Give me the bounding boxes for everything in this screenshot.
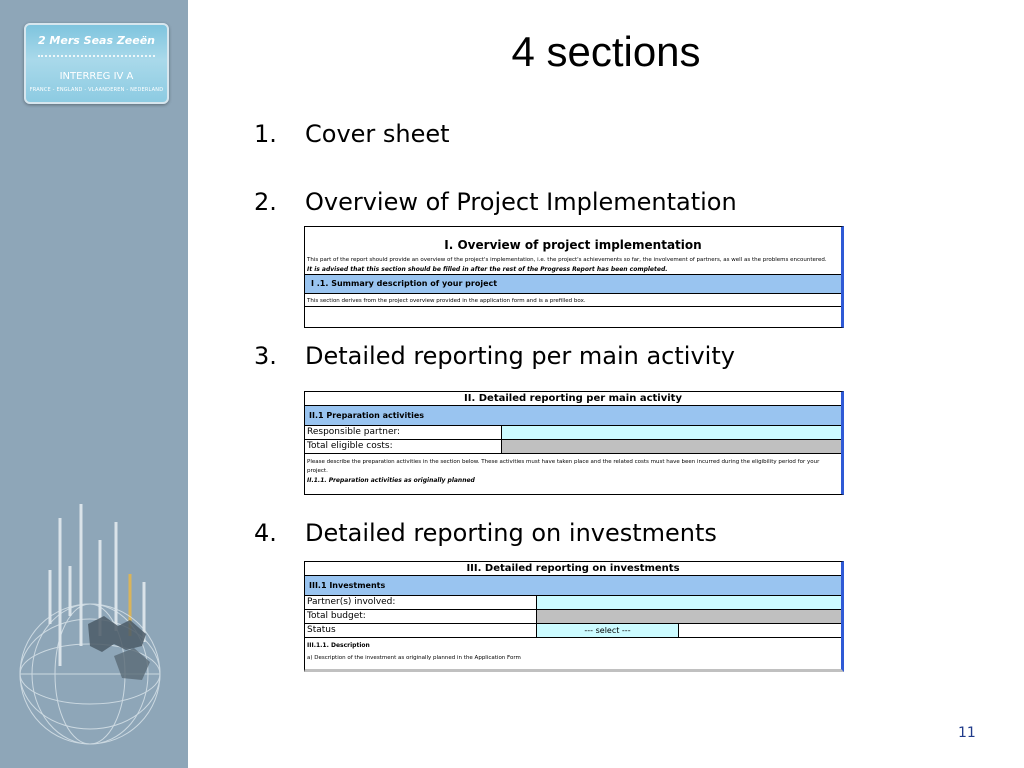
list-number: 2. bbox=[254, 188, 277, 216]
list-item bbox=[254, 120, 450, 148]
form-subsection: III.1.1. Description bbox=[307, 642, 370, 649]
form-subsection: II.1.1. Preparation activities as originally planned bbox=[307, 477, 475, 484]
form-row bbox=[305, 610, 841, 624]
form-advice: It is advised that this section should be filled in after the rest of the Progress Report has been completed. bbox=[307, 266, 668, 273]
form-row-label: Status bbox=[305, 624, 537, 637]
form-section-header: I .1. Summary description of your project bbox=[305, 274, 841, 294]
logo-line3: FRANCE - ENGLAND - VLAANDEREN - NEDERLAND bbox=[29, 87, 164, 93]
form-row-label: Partner(s) involved: bbox=[305, 596, 537, 609]
list-label: Cover sheet bbox=[305, 120, 450, 148]
form-title: I. Overview of project implementation bbox=[444, 238, 702, 252]
status-extra-field bbox=[679, 624, 841, 637]
form-note: a) Description of the investment as originally planned in the Application Form bbox=[307, 655, 521, 661]
form-row-label: Responsible partner: bbox=[305, 426, 502, 439]
total-budget-field bbox=[537, 610, 841, 623]
sidebar bbox=[0, 0, 188, 768]
form-title: III. Detailed reporting on investments bbox=[466, 563, 680, 574]
logo-wave bbox=[38, 55, 155, 67]
status-select[interactable]: --- select --- bbox=[537, 624, 679, 637]
list-number: 1. bbox=[254, 120, 277, 148]
page-number: 11 bbox=[958, 725, 976, 741]
form-section-header: II.1 Preparation activities bbox=[305, 405, 841, 426]
logo-line2: INTERREG IV A bbox=[59, 71, 134, 82]
form-row bbox=[305, 426, 841, 440]
responsible-partner-field[interactable] bbox=[502, 426, 841, 439]
list-label: Overview of Project Implementation bbox=[305, 188, 737, 216]
form-title: II. Detailed reporting per main activity bbox=[464, 393, 682, 404]
interreg-logo bbox=[24, 23, 169, 104]
form-intro: This part of the report should provide an overview of the project's implementation, i.e. the project's achievements so far, the involvement of partners, as well as the problems encountered. bbox=[307, 257, 827, 263]
form-section-header: III.1 Investments bbox=[305, 575, 841, 596]
slide-title: 4 sections bbox=[511, 28, 701, 75]
form-row bbox=[305, 596, 841, 610]
form-note: This section derives from the project overview provided in the application form and is a prefilled box. bbox=[305, 294, 841, 307]
form-row bbox=[305, 440, 841, 454]
globe-graphic bbox=[18, 496, 188, 768]
form-activity-excerpt bbox=[304, 391, 844, 495]
form-overview-excerpt bbox=[304, 226, 844, 328]
form-row-label: Total eligible costs: bbox=[305, 440, 502, 453]
list-label: Detailed reporting per main activity bbox=[305, 342, 735, 370]
form-investments-excerpt bbox=[304, 561, 844, 672]
list-item bbox=[254, 519, 717, 547]
total-eligible-costs-field bbox=[502, 440, 841, 453]
form-note: Please describe the preparation activities in the section below. These activities must have taken place and the related costs must have been incurred during the eligibility period for your project. bbox=[307, 459, 820, 474]
form-row-label: Total budget: bbox=[305, 610, 537, 623]
list-item bbox=[254, 342, 735, 370]
list-label: Detailed reporting on investments bbox=[305, 519, 717, 547]
logo-line1: 2 Mers Seas Zeeën bbox=[37, 34, 156, 47]
form-row bbox=[305, 624, 841, 638]
list-number: 3. bbox=[254, 342, 277, 370]
partners-involved-field[interactable] bbox=[537, 596, 841, 609]
list-number: 4. bbox=[254, 519, 277, 547]
list-item bbox=[254, 188, 737, 216]
